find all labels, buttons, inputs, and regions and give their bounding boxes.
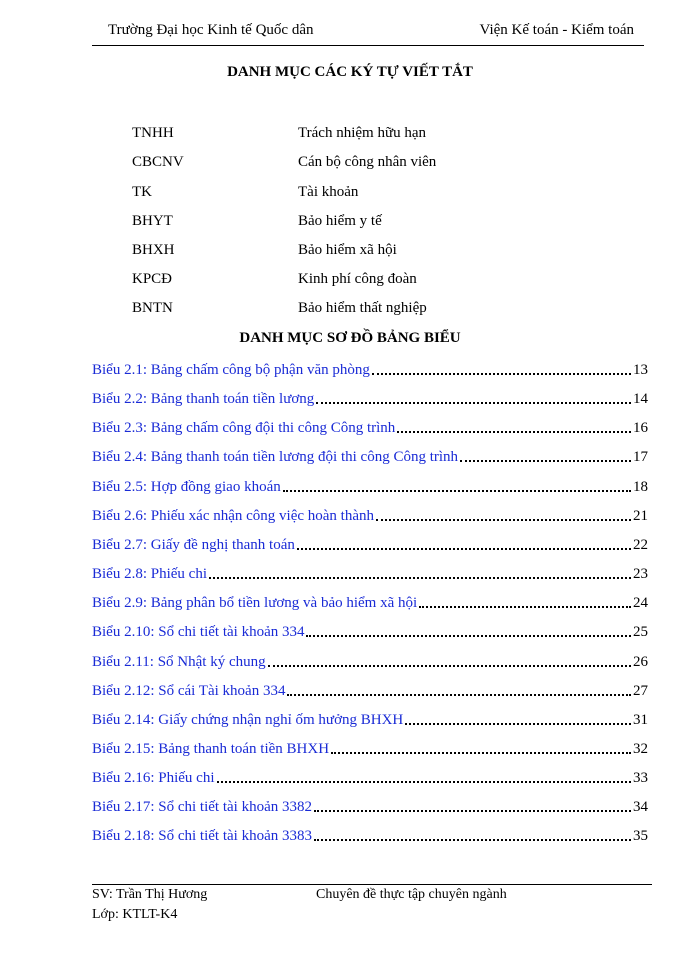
abbreviation-meaning: Bảo hiểm y tế	[298, 213, 382, 229]
dot-leader	[314, 810, 631, 812]
toc-item[interactable]	[92, 476, 648, 496]
abbreviation-meaning: Tài khoản	[298, 184, 359, 200]
dot-leader	[268, 665, 631, 667]
dot-leader	[316, 402, 631, 404]
abbreviation-meaning: Trách nhiệm hữu hạn	[298, 125, 426, 141]
toc-item-label[interactable]: Biểu 2.5: Hợp đồng giao khoán	[92, 479, 281, 495]
toc-item[interactable]	[92, 825, 648, 845]
toc-item-page: 16	[633, 420, 648, 436]
toc-item-label[interactable]: Biểu 2.16: Phiếu chi	[92, 770, 215, 786]
toc-title: DANH MỤC SƠ ĐỒ BẢNG BIỂU	[239, 330, 461, 346]
toc-item[interactable]	[92, 680, 648, 700]
toc-item-page: 24	[633, 595, 648, 611]
abbreviation-meaning: Cán bộ công nhân viên	[298, 154, 437, 170]
toc-item[interactable]	[92, 563, 648, 583]
toc-item[interactable]	[92, 738, 648, 758]
abbreviations-title: DANH MỤC CÁC KÝ TỰ VIẾT TẮT	[227, 64, 473, 80]
toc-item[interactable]	[92, 505, 648, 525]
toc-item-label[interactable]: Biểu 2.18: Sổ chi tiết tài khoản 3383	[92, 828, 312, 844]
header-divider	[92, 45, 644, 46]
dot-leader	[306, 635, 631, 637]
toc-item-page: 34	[633, 799, 648, 815]
toc-item-label[interactable]: Biểu 2.15: Bảng thanh toán tiền BHXH	[92, 741, 330, 757]
toc-item-label[interactable]: Biểu 2.9: Bảng phân bổ tiền lương và bảo hiểm xã hội	[92, 595, 418, 611]
header-institute: Viện Kế toán - Kiểm toán	[479, 22, 634, 38]
toc-item-label[interactable]: Biểu 2.12: Sổ cái Tài khoản 334	[92, 683, 286, 699]
toc-item[interactable]	[92, 359, 648, 379]
toc-item[interactable]	[92, 534, 648, 554]
page-header	[108, 22, 634, 46]
dot-leader	[419, 606, 631, 608]
abbreviation-meaning: Bảo hiểm thất nghiệp	[298, 300, 427, 316]
footer-class: Lớp: KTLT-K4	[92, 907, 178, 922]
toc-item-label[interactable]: Biểu 2.17: Sổ chi tiết tài khoản 3382	[92, 799, 312, 815]
toc-item-page: 25	[633, 624, 648, 640]
toc-item-page: 17	[633, 449, 648, 465]
toc-item-page: 35	[633, 828, 648, 844]
abbreviation-code: TK	[132, 184, 152, 200]
toc-item-page: 26	[633, 654, 648, 670]
toc-item[interactable]	[92, 446, 648, 466]
toc-item-label[interactable]: Biểu 2.11: Sổ Nhật ký chung	[92, 654, 266, 670]
abbreviation-meaning: Bảo hiểm xã hội	[298, 242, 397, 258]
toc-item-label[interactable]: Biểu 2.1: Bảng chấm công bộ phận văn phòng	[92, 362, 370, 378]
toc-item-label[interactable]: Biểu 2.14: Giấy chứng nhận nghỉ ốm hưởng BHXH	[92, 712, 404, 728]
toc-item[interactable]	[92, 621, 648, 641]
dot-leader	[460, 460, 631, 462]
dot-leader	[217, 781, 632, 783]
abbreviation-code: CBCNV	[132, 154, 184, 170]
toc-item-page: 33	[633, 770, 648, 786]
dot-leader	[209, 577, 631, 579]
abbreviation-code: BNTN	[132, 300, 173, 316]
toc-item-label[interactable]: Biểu 2.3: Bảng chấm công đội thi công Công trình	[92, 420, 396, 436]
toc-item-page: 13	[633, 362, 648, 378]
toc-item-page: 21	[633, 508, 648, 524]
abbreviation-code: BHYT	[132, 213, 173, 229]
toc-item[interactable]	[92, 796, 648, 816]
toc-item[interactable]	[92, 651, 648, 671]
toc-item-page: 23	[633, 566, 648, 582]
dot-leader	[314, 839, 631, 841]
abbreviation-meaning: Kinh phí công đoàn	[298, 271, 417, 287]
toc-item-page: 18	[633, 479, 648, 495]
toc-item-label[interactable]: Biểu 2.2: Bảng thanh toán tiền lương	[92, 391, 315, 407]
toc-item-label[interactable]: Biểu 2.10: Sổ chi tiết tài khoản 334	[92, 624, 305, 640]
toc-item[interactable]	[92, 709, 648, 729]
toc-item-page: 32	[633, 741, 648, 757]
abbreviation-code: KPCĐ	[132, 271, 173, 287]
toc-item-page: 14	[633, 391, 648, 407]
toc-item-label[interactable]: Biểu 2.7: Giấy đề nghị thanh toán	[92, 537, 295, 553]
dot-leader	[397, 431, 631, 433]
toc-item-page: 27	[633, 683, 648, 699]
header-university: Trường Đại học Kinh tế Quốc dân	[108, 22, 314, 38]
footer-topic: Chuyên đề thực tập chuyên ngành	[316, 887, 507, 902]
footer-student: SV: Trần Thị Hương	[92, 887, 208, 902]
abbreviation-code: BHXH	[132, 242, 175, 258]
dot-leader	[372, 373, 631, 375]
toc-item[interactable]	[92, 388, 648, 408]
dot-leader	[287, 694, 631, 696]
footer-divider	[92, 884, 652, 885]
dot-leader	[331, 752, 631, 754]
toc-item-label[interactable]: Biểu 2.8: Phiếu chi	[92, 566, 207, 582]
dot-leader	[405, 723, 631, 725]
toc-item[interactable]	[92, 767, 648, 787]
toc-item[interactable]	[92, 592, 648, 612]
abbreviation-code: TNHH	[132, 125, 174, 141]
toc-item-label[interactable]: Biểu 2.4: Bảng thanh toán tiền lương đội thi công Công trình	[92, 449, 459, 465]
toc-item-page: 31	[633, 712, 648, 728]
toc-item-label[interactable]: Biểu 2.6: Phiếu xác nhận công việc hoàn thành	[92, 508, 375, 524]
toc-item-page: 22	[633, 537, 648, 553]
dot-leader	[376, 519, 631, 521]
toc-item[interactable]	[92, 417, 648, 437]
dot-leader	[297, 548, 631, 550]
dot-leader	[283, 490, 631, 492]
